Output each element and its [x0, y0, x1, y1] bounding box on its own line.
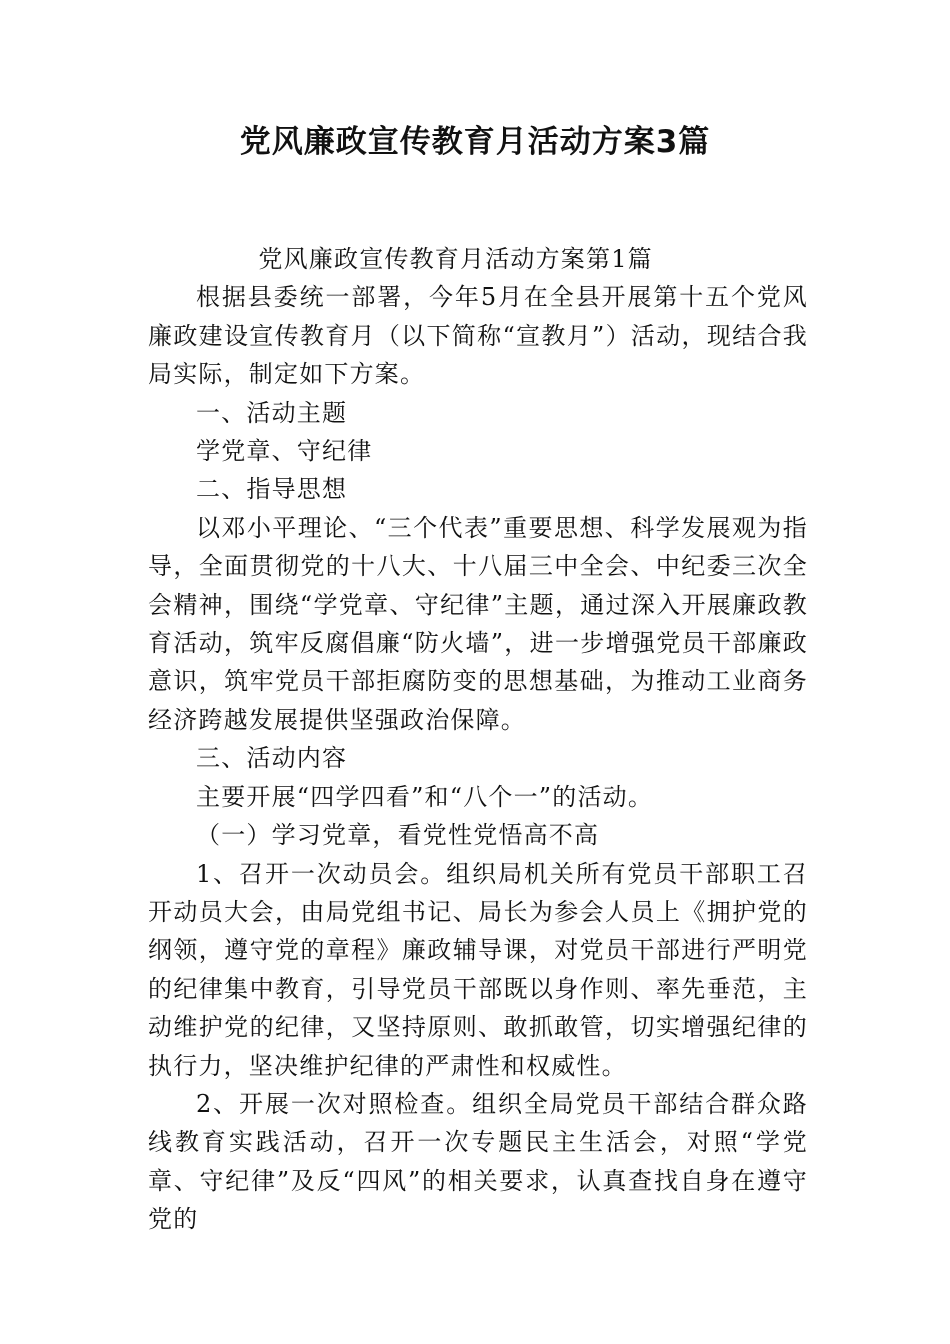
- paragraph-item-1: 1、召开一次动员会。组织局机关所有党员干部职工召开动员大会，由局党组书记、局长为参会人员上《拥护党的纲领，遵守党的章程》廉政辅导课，对党员干部进行严明党的纪律集中教育，引导党员干部既以身作则、率先垂范，主动维护党的纪律，又坚持原则、敢抓敢管，切实增强纪律的执行力，坚决维护纪律的严肃性和权威性。: [148, 859, 808, 1080]
- heading-item-one: （一）学习党章，看党性党悟高不高: [196, 821, 600, 850]
- heading-guiding-thought: 二、指导思想: [196, 475, 348, 504]
- paragraph-content: 主要开展“四学四看”和“八个一”的活动。: [196, 782, 654, 811]
- paragraph-item-2: 2、开展一次对照检查。组织全局党员干部结合群众路线教育实践活动，召开一次专题民主生活会，对照“学党章、守纪律”及反“四风”的相关要求，认真查找自身在遵守党的: [148, 1089, 808, 1234]
- heading-theme: 一、活动主题: [196, 398, 348, 427]
- paragraph-intro: 根据县委统一部署，今年5月在全县开展第十五个党风廉政建设宣传教育月（以下简称“宣教月”）活动，现结合我局实际，制定如下方案。: [148, 283, 808, 389]
- document-body: [148, 240, 808, 1239]
- heading-content: 三、活动内容: [196, 744, 348, 773]
- section-subtitle: 党风廉政宣传教育月活动方案第1篇: [258, 245, 653, 273]
- paragraph-guiding-thought: 以邓小平理论、“三个代表”重要思想、科学发展观为指导，全面贯彻党的十八大、十八届三中全会、中纪委三次全会精神，围绕“学党章、守纪律”主题，通过深入开展廉政教育活动，筑牢反腐倡廉“防火墙”，进一步增强党员干部廉政意识，筑牢党员干部拒腐防变的思想基础，为推动工业商务经济跨越发展提供坚强政治保障。: [148, 513, 808, 734]
- document-title: 党风廉政宣传教育月活动方案3篇: [239, 124, 711, 160]
- paragraph-theme: 学党章、守纪律: [196, 437, 373, 466]
